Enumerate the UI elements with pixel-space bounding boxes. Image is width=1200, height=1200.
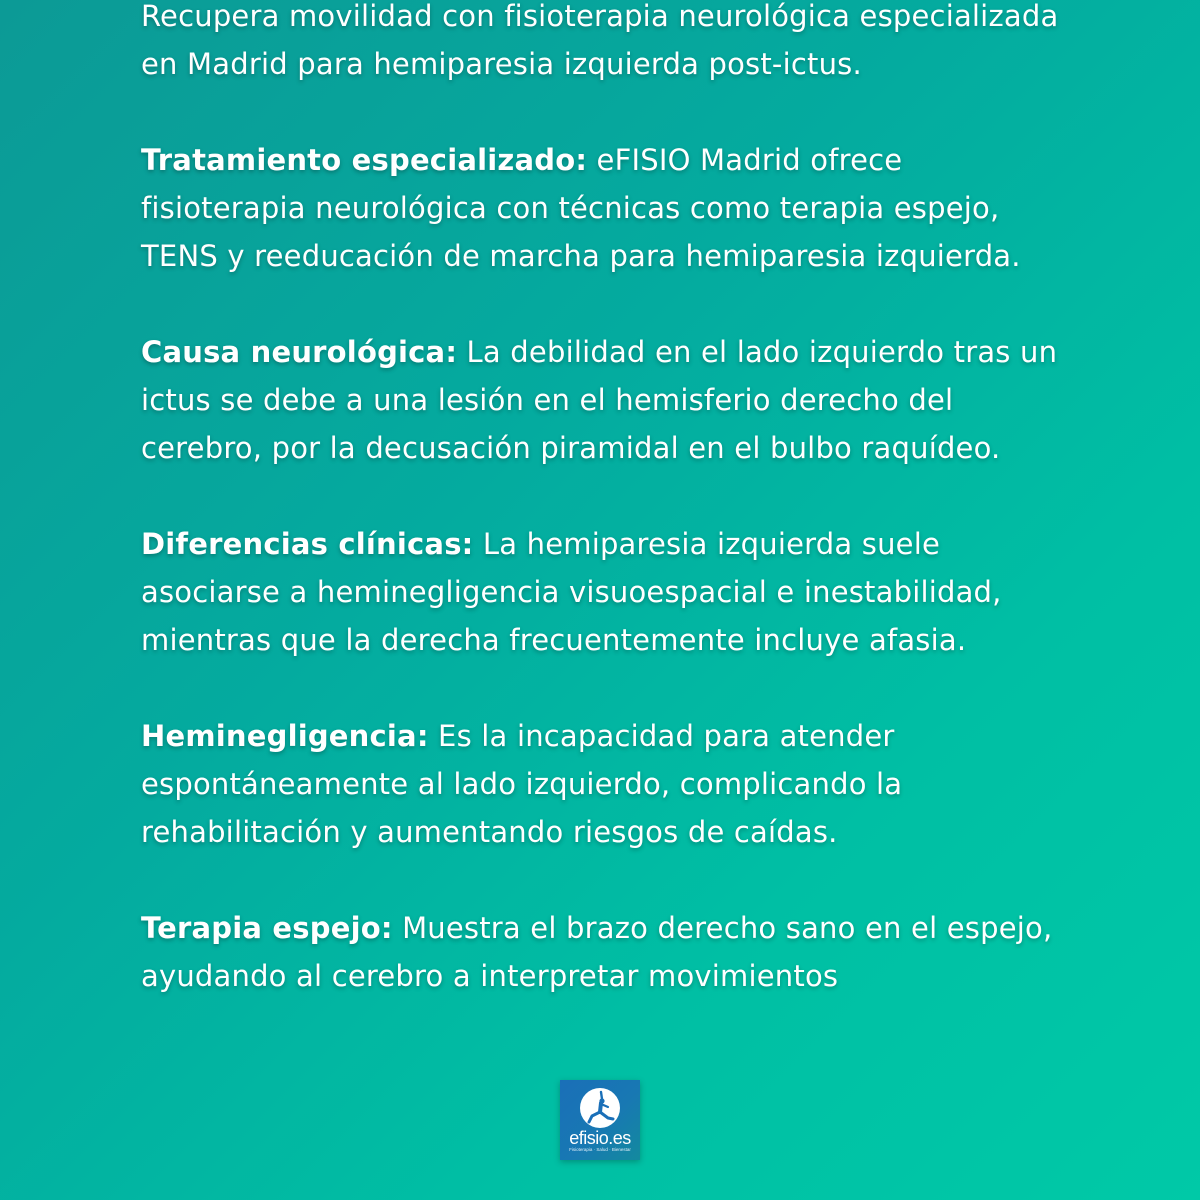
section-diferencias — [141, 520, 1071, 664]
section-heminegligencia — [141, 712, 1071, 856]
intro-paragraph: Recupera movilidad con fisioterapia neurológica especializada en Madrid para hemiparesia izquierda post-ictus. — [141, 0, 1059, 81]
section-heading: Heminegligencia: — [141, 719, 429, 753]
section-heading: Terapia espejo: — [141, 911, 393, 945]
section-body: eFISIO Madrid ofrece fisioterapia neurológica con técnicas como terapia espejo, TENS y reeducación de marcha para hemiparesia izquierda. — [141, 143, 1021, 273]
article-text — [141, 0, 1071, 1048]
section-heading: Causa neurológica: — [141, 335, 458, 369]
section-body: La hemiparesia izquierda suele asociarse a heminegligencia visuoespacial e inestabilidad, mientras que la derecha frecuentemente incluye afasia. — [141, 527, 1002, 657]
section-body: La debilidad en el lado izquierdo tras un ictus se debe a una lesión en el hemisferio derecho del cerebro, por la decusación piramidal en el bulbo raquídeo. — [141, 335, 1058, 465]
stretching-person-icon — [580, 1088, 620, 1128]
section-terapia-espejo — [141, 904, 1071, 1000]
section-body: Muestra el brazo derecho sano en el espejo, ayudando al cerebro a interpretar movimientos — [141, 911, 1053, 993]
section-body: Es la incapacidad para atender espontáneamente al lado izquierdo, complicando la rehabilitación y aumentando riesgos de caídas. — [141, 719, 903, 849]
section-heading: Diferencias clínicas: — [141, 527, 474, 561]
section-causa — [141, 328, 1071, 472]
logo-wordmark: efisio.es — [569, 1128, 631, 1148]
logo-tagline: Fisioterapia · Salud · Bienestar — [569, 1147, 631, 1152]
efisio-logo — [560, 1080, 640, 1160]
section-heading: Tratamiento especializado: — [141, 143, 588, 177]
section-tratamiento — [141, 136, 1071, 280]
